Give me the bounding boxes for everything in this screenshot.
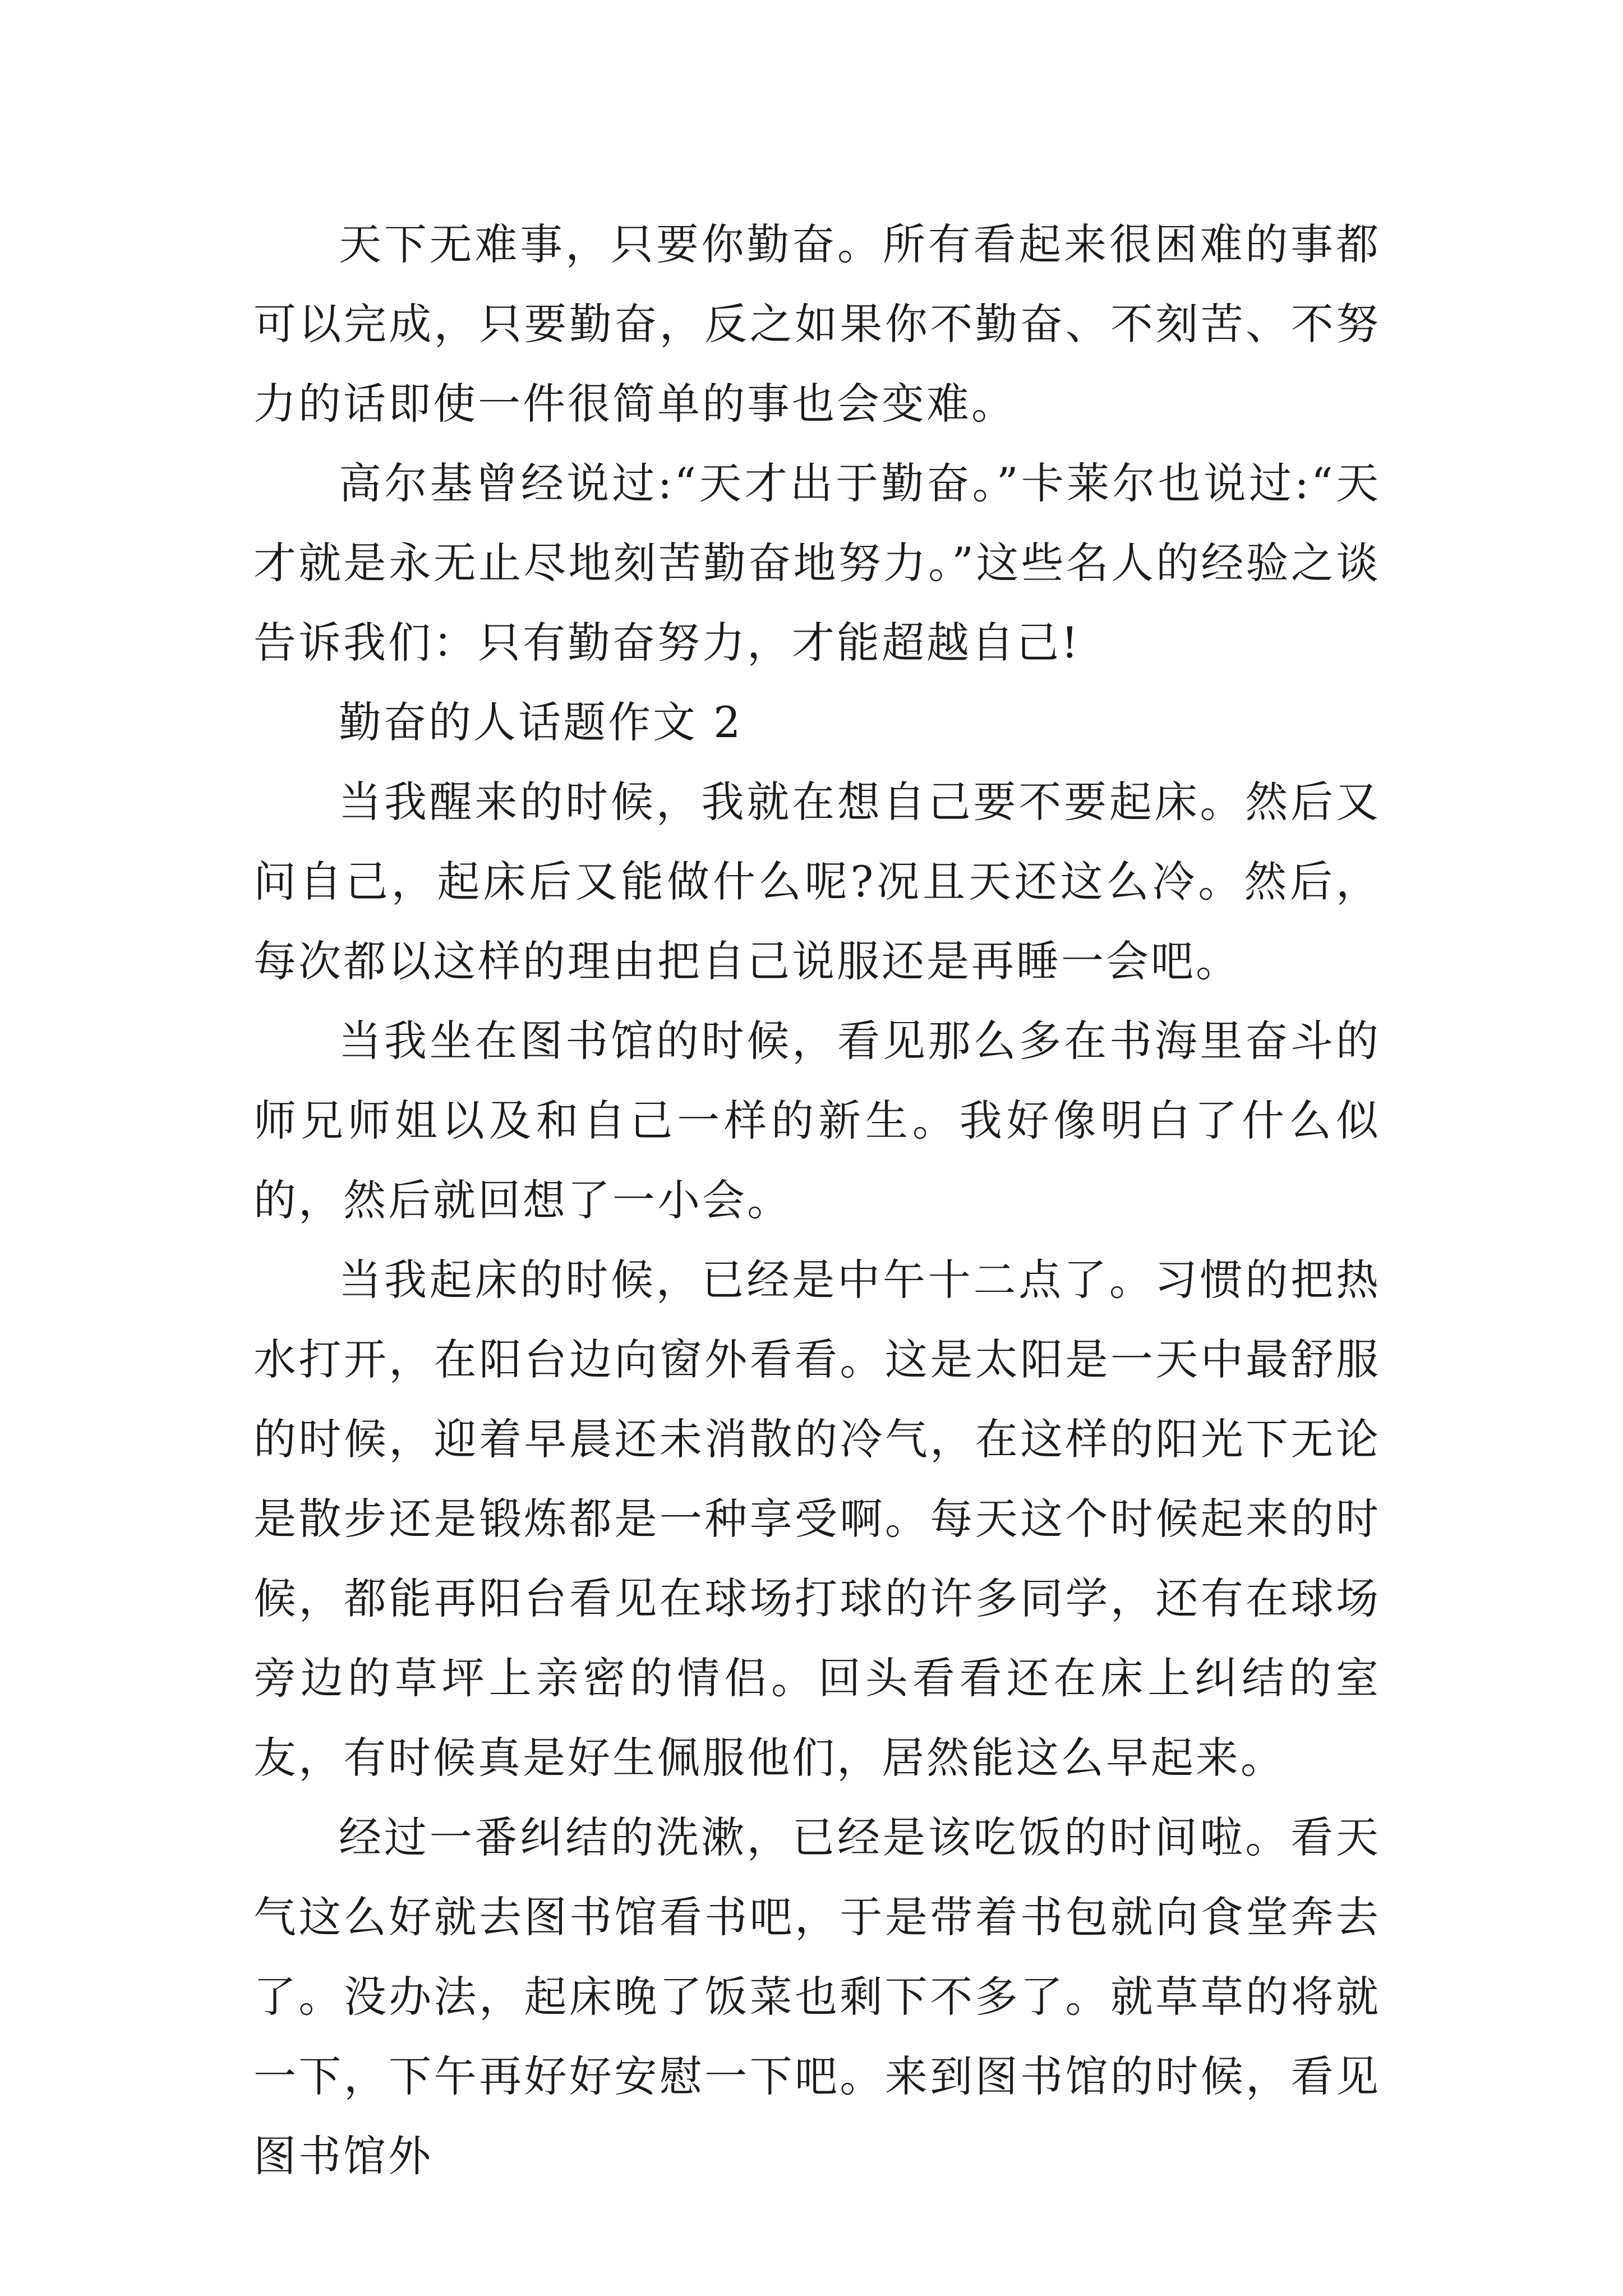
- paragraph-5: 当我起床的时候，已经是中午十二点了。习惯的把热水打开，在阳台边向窗外看看。这是太阳是一天中最舒服的时候，迎着早晨还未消散的冷气，在这样的阳光下无论是散步还是锻炼都是一种享受啊。每天这个时候起来的时候，都能再阳台看见在球场打球的许多同学，还有在球场旁边的草坪上亲密的情侣。回头看看还在床上纠结的室友，有时候真是好生佩服他们，居然能这么早起来。: [253, 1255, 1381, 1783]
- paragraph-3: 当我醒来的时候，我就在想自己要不要起床。然后又问自己，起床后又能做什么呢?况且天还这么冷。然后，每次都以这样的理由把自己说服还是再睡一会吧。: [253, 777, 1381, 986]
- paragraph-6: 经过一番纠结的洗漱，已经是该吃饭的时间啦。看天气这么好就去图书馆看书吧，于是带着书包就向食堂奔去了。没办法，起床晚了饭菜也剩下不多了。就草草的将就一下，下午再好好安慰一下吧。来到图书馆的时候，看见图书馆外: [253, 1812, 1381, 2181]
- paragraph-4: 当我坐在图书馆的时候，看见那么多在书海里奋斗的师兄师姐以及和自己一样的新生。我好像明白了什么似的，然后就回想了一小会。: [253, 1016, 1381, 1225]
- paragraph-2: 高尔基曾经说过:“天才出于勤奋。”卡莱尔也说过:“天才就是永无止尽地刻苦勤奋地努力。”这些名人的经验之谈告诉我们：只有勤奋努力，才能超越自己!: [253, 458, 1381, 668]
- document-body: [253, 205, 1381, 2196]
- essay-heading: 勤奋的人话题作文 2: [339, 697, 743, 747]
- paragraph-1: 天下无难事，只要你勤奋。所有看起来很困难的事都可以完成，只要勤奋，反之如果你不勤奋、不刻苦、不努力的话即使一件很简单的事也会变难。: [253, 219, 1381, 429]
